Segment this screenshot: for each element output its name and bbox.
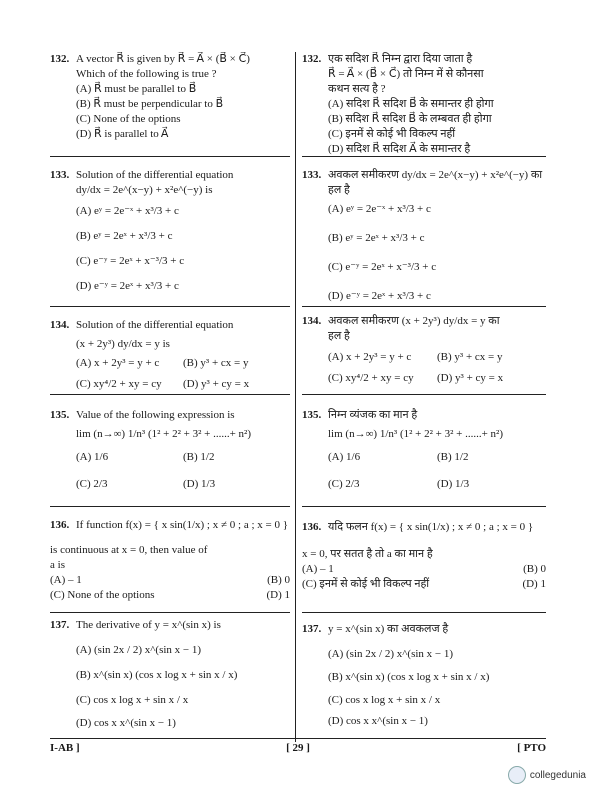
option-b: (B) 1/2 xyxy=(437,451,469,463)
option-a: (A) – 1 xyxy=(50,574,82,586)
question-stem: is continuous at x = 0, then value of xyxy=(50,544,208,556)
hindi-column xyxy=(302,52,546,742)
column-divider xyxy=(295,52,296,742)
option-b: (B) eʸ = 2eˣ + x³/3 + c xyxy=(328,232,425,244)
question-separator xyxy=(50,506,290,507)
watermark-logo-icon xyxy=(508,766,526,784)
question-number: 132. xyxy=(302,53,322,65)
question-136-en xyxy=(50,518,290,603)
option-d: (D) सदिश R⃗ सदिश A⃗ के समान्तर है xyxy=(328,143,471,155)
option-d: (D) 1 xyxy=(522,578,546,590)
question-stem: lim (n→∞) 1/n³ (1² + 2² + 3² + ......+ n²) xyxy=(328,428,504,440)
option-b: (B) eʸ = 2eˣ + x³/3 + c xyxy=(76,230,173,242)
question-stem: हल है xyxy=(328,184,350,196)
option-b: (B) सदिश R⃗ सदिश B⃗ के लम्बवत ही होगा xyxy=(328,113,492,125)
question-stem: Value of the following expression is xyxy=(76,409,235,421)
option-a: (A) – 1 xyxy=(302,563,334,575)
option-a: (A) R⃗ must be parallel to B⃗ xyxy=(76,83,197,95)
question-separator xyxy=(302,506,546,507)
question-stem: कथन सत्य है ? xyxy=(328,83,386,95)
question-132-hi xyxy=(302,52,546,157)
question-separator xyxy=(302,306,546,307)
option-c: (C) 2/3 xyxy=(328,478,360,490)
question-132-en xyxy=(50,52,290,142)
question-135-en xyxy=(50,408,290,492)
question-separator xyxy=(302,394,546,395)
option-d: (D) R⃗ is parallel to A⃗ xyxy=(76,128,169,140)
option-c: (C) xy⁴/2 + xy = cy xyxy=(328,372,414,384)
question-stem: A vector R⃗ is given by R⃗ = A⃗ × (B⃗ × C⃗) xyxy=(76,53,250,65)
question-stem: dy/dx = 2e^(x−y) + x²e^(−y) is xyxy=(76,184,213,196)
question-stem: (x + 2y³) dy/dx = y is xyxy=(76,338,170,350)
question-separator xyxy=(50,306,290,307)
question-stem: lim (n→∞) 1/n³ (1² + 2² + 3² + ......+ n²) xyxy=(76,428,252,440)
question-separator xyxy=(50,156,290,157)
option-d: (D) 1 xyxy=(266,589,290,601)
option-c: (C) None of the options xyxy=(50,589,155,601)
option-d: (D) 1/3 xyxy=(437,478,470,490)
option-d: (D) e⁻ʸ = 2eˣ + x³/3 + c xyxy=(76,280,179,292)
question-stem: एक सदिश R⃗ निम्न द्वारा दिया जाता है xyxy=(328,53,473,65)
question-133-en xyxy=(50,168,290,294)
option-a: (A) सदिश R⃗ सदिश B⃗ के समान्तर ही होगा xyxy=(328,98,494,110)
option-a: (A) eʸ = 2e⁻ˣ + x³/3 + c xyxy=(328,203,431,215)
question-137-hi xyxy=(302,622,546,729)
question-number: 133. xyxy=(50,169,70,181)
question-137-en xyxy=(50,618,290,731)
question-stem: निम्न व्यंजक का मान है xyxy=(328,409,418,421)
question-stem: Which of the following is true ? xyxy=(76,68,217,80)
page-footer xyxy=(50,742,546,756)
booklet-code: I-AB ] xyxy=(50,742,80,754)
question-number: 136. xyxy=(302,521,322,533)
question-number: 134. xyxy=(50,319,70,331)
english-column xyxy=(50,52,290,742)
question-stem: The derivative of y = x^(sin x) is xyxy=(76,619,221,631)
option-a: (A) x + 2y³ = y + c xyxy=(76,357,160,369)
option-c: (C) इनमें से कोई भी विकल्प नहीं xyxy=(302,578,430,590)
question-stem: Solution of the differential equation xyxy=(76,169,234,181)
watermark-text: collegedunia xyxy=(529,769,586,781)
question-number: 135. xyxy=(50,409,70,421)
option-d: (D) cos x x^(sin x − 1) xyxy=(328,715,428,727)
question-stem: हल है xyxy=(328,330,350,342)
question-separator xyxy=(50,612,290,613)
question-stem: x = 0, पर सतत है तो a का मान है xyxy=(302,548,433,560)
watermark xyxy=(508,766,586,784)
footer-rule xyxy=(50,738,546,739)
question-stem: a is xyxy=(50,559,65,571)
page-number: [ 29 ] xyxy=(286,742,310,754)
question-number: 133. xyxy=(302,169,322,181)
option-b: (B) x^(sin x) (cos x log x + sin x / x) xyxy=(328,671,490,683)
option-c: (C) इनमें से कोई भी विकल्प नहीं xyxy=(328,128,456,140)
question-number: 135. xyxy=(302,409,322,421)
question-136-hi xyxy=(302,520,546,592)
option-a: (A) (sin 2x / 2) x^(sin x − 1) xyxy=(328,648,454,660)
question-stem: y = x^(sin x) का अवकलज है xyxy=(328,623,449,635)
option-a: (A) x + 2y³ = y + c xyxy=(328,351,412,363)
option-b: (B) R⃗ must be perpendicular to B⃗ xyxy=(76,98,224,110)
question-separator xyxy=(302,612,546,613)
question-133-hi xyxy=(302,168,546,304)
option-d: (D) y³ + cy = x xyxy=(183,378,250,390)
question-134-hi xyxy=(302,314,546,386)
option-c: (C) xy⁴/2 + xy = cy xyxy=(76,378,162,390)
option-b: (B) 0 xyxy=(267,574,290,586)
option-b: (B) y³ + cx = y xyxy=(437,351,503,363)
question-stem: If function f(x) = { x sin(1/x) ; x ≠ 0 ; a ; x = 0 } xyxy=(76,519,288,531)
option-c: (C) 2/3 xyxy=(76,478,108,490)
question-135-hi xyxy=(302,408,546,492)
option-c: (C) None of the options xyxy=(76,113,181,125)
option-d: (D) cos x x^(sin x − 1) xyxy=(76,717,176,729)
option-a: (A) eʸ = 2e⁻ˣ + x³/3 + c xyxy=(76,205,179,217)
question-separator xyxy=(50,394,290,395)
question-stem: Solution of the differential equation xyxy=(76,319,234,331)
option-c: (C) cos x log x + sin x / x xyxy=(328,694,441,706)
option-d: (D) e⁻ʸ = 2eˣ + x³/3 + c xyxy=(328,290,431,302)
option-c: (C) cos x log x + sin x / x xyxy=(76,694,189,706)
question-stem: R⃗ = A⃗ × (B⃗ × C⃗) तो निम्न में से कौनसा xyxy=(328,68,484,80)
option-a: (A) 1/6 xyxy=(328,451,361,463)
question-number: 137. xyxy=(50,619,70,631)
option-a: (A) 1/6 xyxy=(76,451,109,463)
question-stem: यदि फलन f(x) = { x sin(1/x) ; x ≠ 0 ; a ; x = 0 } xyxy=(328,521,534,533)
option-d: (D) 1/3 xyxy=(183,478,216,490)
question-number: 134. xyxy=(302,315,322,327)
exam-page xyxy=(50,52,546,742)
question-stem: अवकल समीकरण (x + 2y³) dy/dx = y का xyxy=(328,315,500,327)
question-number: 132. xyxy=(50,53,70,65)
question-separator xyxy=(302,156,546,157)
option-b: (B) 1/2 xyxy=(183,451,215,463)
option-d: (D) y³ + cy = x xyxy=(437,372,504,384)
option-b: (B) 0 xyxy=(523,563,546,575)
question-number: 136. xyxy=(50,519,70,531)
question-stem: अवकल समीकरण dy/dx = 2e^(x−y) + x²e^(−y) का xyxy=(328,169,543,181)
option-a: (A) (sin 2x / 2) x^(sin x − 1) xyxy=(76,644,202,656)
option-b: (B) y³ + cx = y xyxy=(183,357,249,369)
option-c: (C) e⁻ʸ = 2eˣ + x⁻³/3 + c xyxy=(328,261,437,273)
question-number: 137. xyxy=(302,623,322,635)
option-c: (C) e⁻ʸ = 2eˣ + x⁻³/3 + c xyxy=(76,255,185,267)
option-b: (B) x^(sin x) (cos x log x + sin x / x) xyxy=(76,669,238,681)
question-134-en xyxy=(50,318,290,392)
pto-label: [ PTO xyxy=(517,742,546,754)
